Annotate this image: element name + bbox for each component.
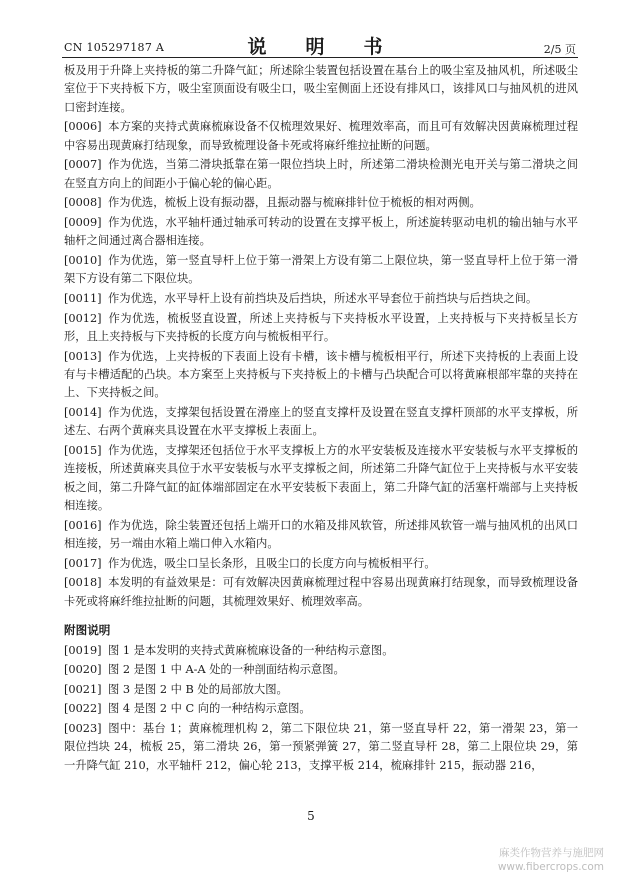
paragraph-text: 作为优选，梳板竖直设置，所述上夹持板与下夹持板水平设置，上夹持板与下夹持板呈长方形，且上夹持板与下夹持板的长度方向与梳板相平行。	[64, 311, 578, 343]
paragraph	[64, 681, 578, 699]
header-divider	[62, 57, 578, 58]
paragraph-text: 图 3 是图 2 中 B 处的局部放大图。	[108, 682, 288, 696]
paragraph-text: 作为优选，第一竖直导杆上位于第一滑架上方设有第二上限位块，第一竖直导杆上位于第一滑架下方设有第二下限位块。	[64, 254, 578, 286]
paragraph-text: 本方案的夹持式黄麻梳麻设备不仅梳理效果好、梳理效率高，而且可有效解决因黄麻梳理过程中容易出现黄麻打结现象，而导致梳理设备卡死或将麻纤维拉扯断的问题。	[64, 120, 578, 152]
paragraph-number: [0017]	[64, 556, 102, 570]
paragraph-text: 作为优选，支撑架包括设置在滑座上的竖直支撑杆及设置在竖直支撑杆顶部的水平支撑板，所述左、右两个黄麻夹具设置在水平支撑板上表面上。	[64, 406, 578, 438]
paragraph	[64, 720, 578, 775]
paragraph	[64, 156, 578, 193]
paragraph	[64, 194, 578, 212]
paragraph-text: 图中：基台 1；黄麻梳理机构 2，第二下限位块 21，第一竖直导杆 22，第一滑架 23，第一限位挡块 24，梳板 25，第二滑块 26，第一预紧弹簧 27，第二竖直导杆 28，第二上限位块 29，第一升降气缸 210，水平轴杆 212，偏心轮 213，支撑平板 214，梳麻排针 215，振动器 216，	[64, 722, 578, 772]
document-body	[64, 62, 578, 776]
paragraph-number: [0018]	[64, 576, 102, 590]
publication-number: CN 105297187 A	[64, 41, 165, 54]
paragraph-text: 作为优选，支撑架还包括位于水平支撑板上方的水平安装板及连接水平安装板与水平支撑板的连接板，所述黄麻夹具位于水平安装板与水平支撑板之间，所述第二升降气缸位于上夹持板与水平安装板之间，第二升降气缸的缸体端部固定在水平安装板下表面上，第二升降气缸的活塞杆端部与上夹持板相连接。	[64, 444, 578, 513]
paragraph-number: [0016]	[64, 518, 102, 532]
paragraph	[64, 62, 578, 117]
paragraph	[64, 700, 578, 718]
paragraph-number: [0009]	[64, 216, 102, 229]
paragraph	[64, 252, 578, 289]
section-heading: 附图说明	[64, 623, 111, 638]
paragraph-number: [0019]	[64, 643, 102, 657]
paragraph	[64, 118, 578, 155]
page-number: 5	[307, 809, 315, 823]
site-watermark	[498, 846, 604, 874]
paragraph-number: [0010]	[64, 254, 102, 267]
paragraph	[64, 642, 578, 660]
paragraph	[64, 290, 578, 308]
paragraph-text: 作为优选，吸尘口呈长条形，且吸尘口的长度方向与梳板相平行。	[108, 556, 436, 570]
paragraph-number: [0011]	[64, 292, 102, 305]
paragraph	[64, 661, 578, 679]
document-title: 说 明 书	[247, 36, 393, 58]
paragraph-text: 板及用于升降上夹持板的第二升降气缸；所述除尘装置包括设置在基台上的吸尘室及抽风机，所述吸尘室位于下夹持板下方，吸尘室顶面设有吸尘口，吸尘室侧面上还设有排风口，该排风口与抽风机的进风口密封连接。	[64, 64, 578, 114]
paragraph	[64, 517, 578, 554]
paragraph-number: [0012]	[64, 311, 102, 325]
paragraph-text: 作为优选，水平导杆上设有前挡块及后挡块，所述水平导套位于前挡块与后挡块之间。	[108, 292, 538, 305]
paragraph	[64, 574, 578, 611]
page-header	[62, 30, 578, 58]
paragraph	[64, 310, 578, 347]
paragraph-number: [0006]	[64, 120, 102, 134]
paragraph-text: 作为优选，梳板上设有振动器，且振动器与梳麻排针位于梳板的相对两侧。	[108, 196, 481, 210]
paragraph-text: 作为优选，当第二滑块抵靠在第一限位挡块上时，所述第二滑块检测光电开关与第二滑块之间在竖直方向上的间距小于偏心轮的偏心距。	[64, 158, 578, 190]
paragraph-text: 本发明的有益效果是：可有效解决因黄麻梳理过程中容易出现黄麻打结现象，而导致梳理设备卡死或将麻纤维拉扯断的问题，其梳理效果好、梳理效率高。	[64, 576, 578, 608]
paragraph-text: 图 2 是图 1 中 A-A 处的一种剖面结构示意图。	[108, 663, 345, 677]
paragraph	[64, 442, 578, 516]
paragraph-number: [0022]	[64, 702, 102, 716]
paragraph-number: [0020]	[64, 663, 102, 677]
paragraph-text: 作为优选，水平轴杆通过轴承可转动的设置在支撑平板上，所述旋转驱动电机的输出轴与水平轴杆之间通过离合器相连接。	[64, 216, 578, 248]
paragraph-number: [0015]	[64, 444, 102, 457]
paragraph	[64, 348, 578, 403]
paragraph-text: 图 1 是本发明的夹持式黄麻梳麻设备的一种结构示意图。	[108, 643, 394, 657]
watermark-line: www.fibercrops.com	[497, 861, 604, 873]
paragraph-number: [0007]	[64, 158, 102, 172]
paragraph-number: [0021]	[64, 682, 102, 696]
paragraph-number: [0013]	[64, 349, 102, 363]
paragraph-text: 作为优选，除尘装置还包括上端开口的水箱及排风软管，所述排风软管一端与抽风机的出风口相连接，另一端由水箱上端口伸入水箱内。	[64, 518, 578, 551]
paragraph-text: 作为优选，上夹持板的下表面上设有卡槽，该卡槽与梳板相平行，所述下夹持板的上表面上设有与卡槽适配的凸块。本方案至上夹持板与下夹持板上的卡槽与凸块配合可以将黄麻根部牢靠的夹持在上、下夹持板之间。	[64, 349, 578, 400]
paragraph	[64, 555, 578, 573]
paragraph	[64, 214, 578, 251]
paragraph-number: [0023]	[64, 722, 102, 735]
page-indicator: 2/5 页	[543, 43, 576, 56]
paragraph-number: [0008]	[64, 196, 102, 210]
paragraph-text: 图 4 是图 2 中 C 向的一种结构示意图。	[108, 702, 311, 716]
paragraph-number: [0014]	[64, 406, 102, 419]
watermark-line: 麻类作物营养与施肥网	[499, 847, 604, 859]
paragraph	[64, 404, 578, 441]
